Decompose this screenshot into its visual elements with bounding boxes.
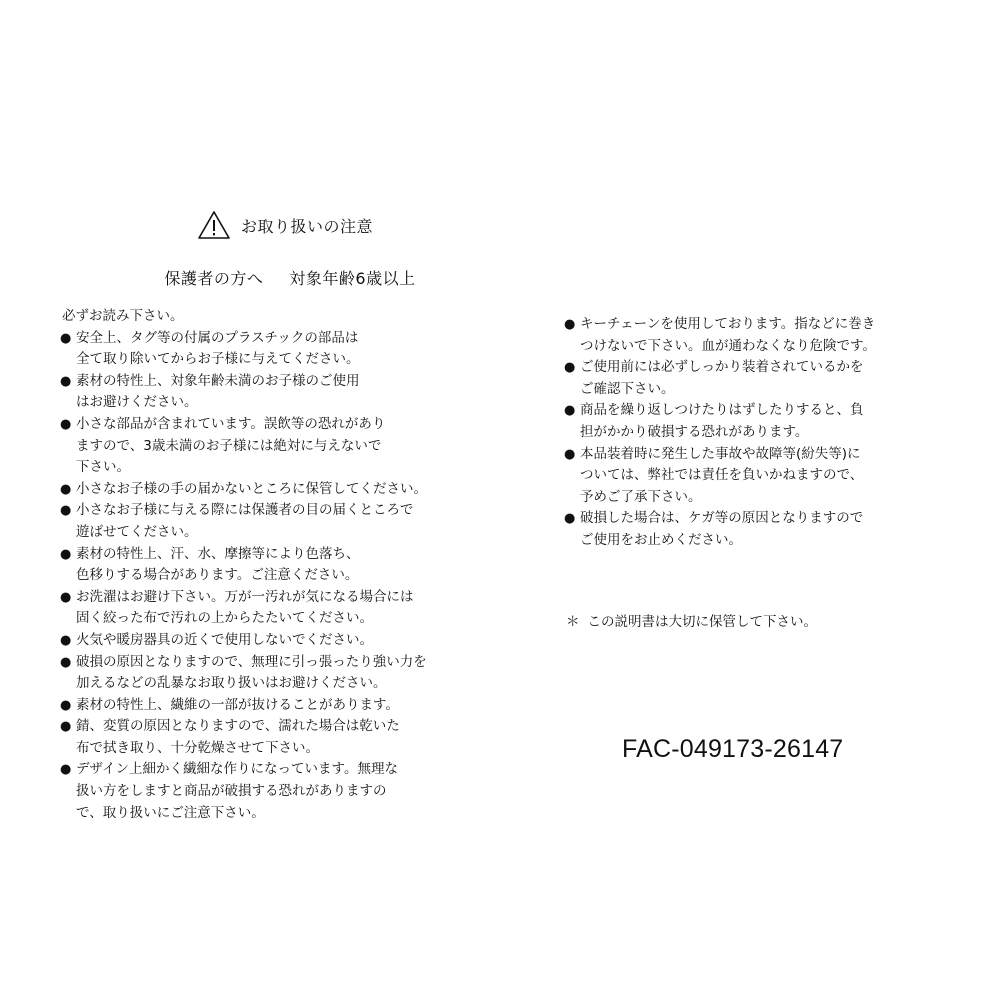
caution-item: ● 小さなお子様の手の届かないところに保管してください。 (62, 479, 482, 501)
asterisk-mark: ＊ (566, 614, 580, 630)
note-text: この説明書は大切に保管して下さい。 (587, 614, 817, 630)
caution-item: ● キーチェーンを使用しております。指などに巻き つけないで下さい。血が通わなくなり危険です。 (566, 314, 946, 357)
caution-item: ● 本品装着時に発生した事故や故障等(紛失等)に ついては、弊社では責任を負いかねますので、 予めご了承下さい。 (566, 444, 946, 509)
warning-triangle-icon (197, 210, 231, 240)
caution-item: ● 商品を繰り返しつけたりはずしたりすると、負 担がかかり破損する恐れがあります。 (566, 400, 946, 443)
caution-item: ● 破損の原因となりますので、無理に引っ張ったり強い力を 加えるなどの乱暴なお取り扱いはお避けください。 (62, 652, 482, 695)
right-column (566, 314, 946, 552)
keep-manual-note (566, 610, 966, 630)
caution-item: ● 破損した場合は、ケガ等の原因となりますので ご使用をお止めください。 (566, 508, 946, 551)
caution-item: ● 小さなお子様に与える際には保護者の目の届くところで 遊ばせてください。 (62, 500, 482, 543)
target-age: 対象年齢6歳以上 (289, 269, 416, 288)
caution-item: ● 火気や暖房器具の近くで使用しないでください。 (62, 630, 482, 652)
title-row (0, 210, 570, 240)
caution-item: ● 素材の特性上、汗、水、摩擦等により色落ち、 色移りする場合があります。ご注意ください。 (62, 544, 482, 587)
guardian-notice: 保護者の方へ (164, 269, 264, 288)
left-column (62, 306, 482, 824)
caution-item: ● 小さな部品が含まれています。誤飲等の恐れがあり ますので、3歳未満のお子様には絶対に与えないで 下さい。 (62, 414, 482, 479)
caution-item: ● 素材の特性上、繊維の一部が抜けることがあります。 (62, 695, 482, 717)
caution-item: ● ご使用前には必ずしっかり装着されているかを ご確認下さい。 (566, 357, 946, 400)
caution-item: ● 錆、変質の原因となりますので、濡れた場合は乾いた 布で拭き取り、十分乾燥させて下さい。 (62, 716, 482, 759)
caution-item: ● 素材の特性上、対象年齢未満のお子様のご使用 はお避けください。 (62, 371, 482, 414)
caution-item: ● デザイン上細かく繊細な作りになっています。無理な 扱い方をしますと商品が破損する恐れがありますの で、取り扱いにご注意下さい。 (62, 759, 482, 824)
caution-item: ● 安全上、タグ等の付属のプラスチックの部品は 全て取り除いてからお子様に与えてください。 (62, 328, 482, 371)
product-code: FAC-049173-26147 (622, 735, 844, 763)
page-subtitle (0, 266, 580, 289)
caution-item: ● お洗濯はお避け下さい。万が一汚れが気になる場合には 固く絞った布で汚れの上からたたいてください。 (62, 587, 482, 630)
intro-text: 必ずお読み下さい。 (62, 308, 184, 324)
page-title: お取り扱いの注意 (240, 216, 373, 236)
